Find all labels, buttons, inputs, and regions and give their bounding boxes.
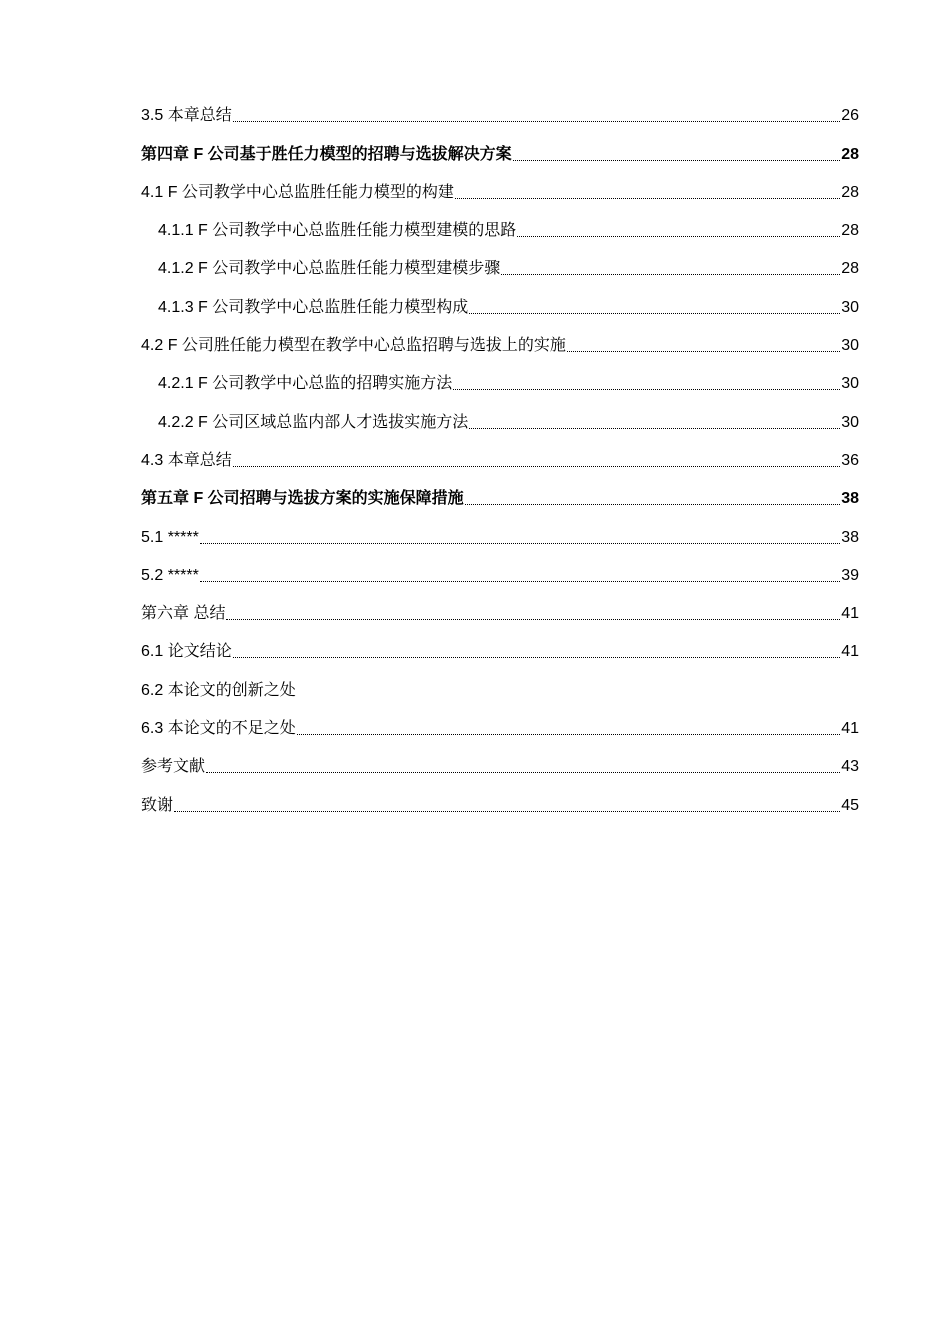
toc-dot-leader bbox=[226, 618, 840, 620]
toc-entry-title: 4.1.1 F 公司教学中心总监胜任能力模型建模的思路 bbox=[158, 222, 517, 240]
toc-dot-leader bbox=[517, 235, 840, 237]
toc-page-number: 38 bbox=[841, 528, 859, 546]
toc-dot-leader bbox=[174, 810, 840, 812]
toc-entry-title: 第五章 F 公司招聘与选拔方案的实施保障措施 bbox=[141, 490, 464, 508]
toc-dot-leader bbox=[567, 350, 840, 352]
toc-entry-title: 致谢 bbox=[141, 796, 174, 814]
toc-entry-title: 4.1.3 F 公司教学中心总监胜任能力模型构成 bbox=[158, 298, 469, 316]
toc-page-number: 30 bbox=[841, 337, 859, 355]
toc-page-number: 38 bbox=[841, 490, 859, 508]
toc-entry-title: 6.2 本论文的创新之处 bbox=[141, 681, 296, 699]
toc-entry-title: 3.5 本章总结 bbox=[141, 107, 232, 125]
toc-page-number: 26 bbox=[841, 107, 859, 125]
toc-entry[interactable] bbox=[141, 88, 859, 126]
toc-dot-leader bbox=[501, 273, 840, 275]
toc-page-number: 39 bbox=[841, 566, 859, 584]
toc-entry-title: 4.2 F 公司胜任能力模型在教学中心总监招聘与选拔上的实施 bbox=[141, 337, 566, 355]
toc-entry[interactable] bbox=[141, 471, 859, 509]
toc-page-number: 41 bbox=[841, 643, 859, 661]
toc-entry-title: 第六章 总结 bbox=[141, 605, 226, 623]
toc-dot-leader bbox=[297, 733, 841, 735]
toc-entry[interactable] bbox=[141, 433, 859, 471]
toc-entry[interactable] bbox=[141, 318, 859, 356]
toc-entry[interactable] bbox=[141, 662, 859, 700]
toc-entry[interactable] bbox=[141, 126, 859, 164]
toc-page-number: 28 bbox=[841, 260, 859, 278]
toc-entry-title: 参考文献 bbox=[141, 758, 206, 776]
toc-dot-leader bbox=[200, 580, 840, 582]
toc-entry[interactable] bbox=[141, 203, 859, 241]
toc-entry[interactable] bbox=[141, 279, 859, 317]
toc-entry[interactable] bbox=[141, 701, 859, 739]
toc-entry-title: 5.2 ***** bbox=[141, 566, 199, 584]
toc-entry[interactable] bbox=[141, 509, 859, 547]
toc-entry-title: 5.1 ***** bbox=[141, 528, 199, 546]
toc-entry-title: 第四章 F 公司基于胜任力模型的招聘与选拔解决方案 bbox=[141, 145, 512, 163]
toc-entry-title: 6.1 论文结论 bbox=[141, 643, 232, 661]
toc-page-number: 30 bbox=[841, 413, 859, 431]
toc-entry-title: 4.1.2 F 公司教学中心总监胜任能力模型建模步骤 bbox=[158, 260, 501, 278]
toc-entry-title: 6.3 本论文的不足之处 bbox=[141, 720, 296, 738]
table-of-contents bbox=[141, 88, 859, 816]
toc-dot-leader bbox=[465, 503, 841, 505]
toc-entry-title: 4.3 本章总结 bbox=[141, 451, 232, 469]
toc-entry[interactable] bbox=[141, 739, 859, 777]
toc-entry[interactable] bbox=[141, 241, 859, 279]
toc-page-number: 28 bbox=[841, 145, 859, 163]
toc-entry-title: 4.2.1 F 公司教学中心总监的招聘实施方法 bbox=[158, 375, 453, 393]
toc-page-number: 41 bbox=[841, 720, 859, 738]
toc-dot-leader bbox=[200, 542, 840, 544]
toc-entry[interactable] bbox=[141, 548, 859, 586]
toc-page-number: 41 bbox=[841, 605, 859, 623]
toc-entry[interactable] bbox=[141, 624, 859, 662]
toc-page-number: 43 bbox=[841, 758, 859, 776]
toc-entry-title: 4.2.2 F 公司区域总监内部人才选拔实施方法 bbox=[158, 413, 469, 431]
toc-entry[interactable] bbox=[141, 777, 859, 815]
toc-dot-leader bbox=[233, 656, 841, 658]
toc-dot-leader bbox=[453, 388, 840, 390]
toc-entry[interactable] bbox=[141, 165, 859, 203]
toc-entry-title: 4.1 F 公司教学中心总监胜任能力模型的构建 bbox=[141, 183, 454, 201]
toc-page-number: 30 bbox=[841, 375, 859, 393]
toc-page-number: 45 bbox=[841, 796, 859, 814]
toc-page-number: 28 bbox=[841, 183, 859, 201]
toc-entry[interactable] bbox=[141, 356, 859, 394]
toc-page-number: 28 bbox=[841, 222, 859, 240]
toc-entry[interactable] bbox=[141, 586, 859, 624]
toc-dot-leader bbox=[455, 197, 840, 199]
toc-page-number: 36 bbox=[841, 451, 859, 469]
toc-page-number: 30 bbox=[841, 298, 859, 316]
toc-dot-leader bbox=[206, 771, 840, 773]
toc-dot-leader bbox=[469, 427, 840, 429]
toc-dot-leader bbox=[513, 159, 841, 161]
toc-dot-leader bbox=[233, 465, 841, 467]
toc-entry[interactable] bbox=[141, 394, 859, 432]
toc-dot-leader bbox=[233, 120, 841, 122]
toc-dot-leader bbox=[469, 312, 840, 314]
